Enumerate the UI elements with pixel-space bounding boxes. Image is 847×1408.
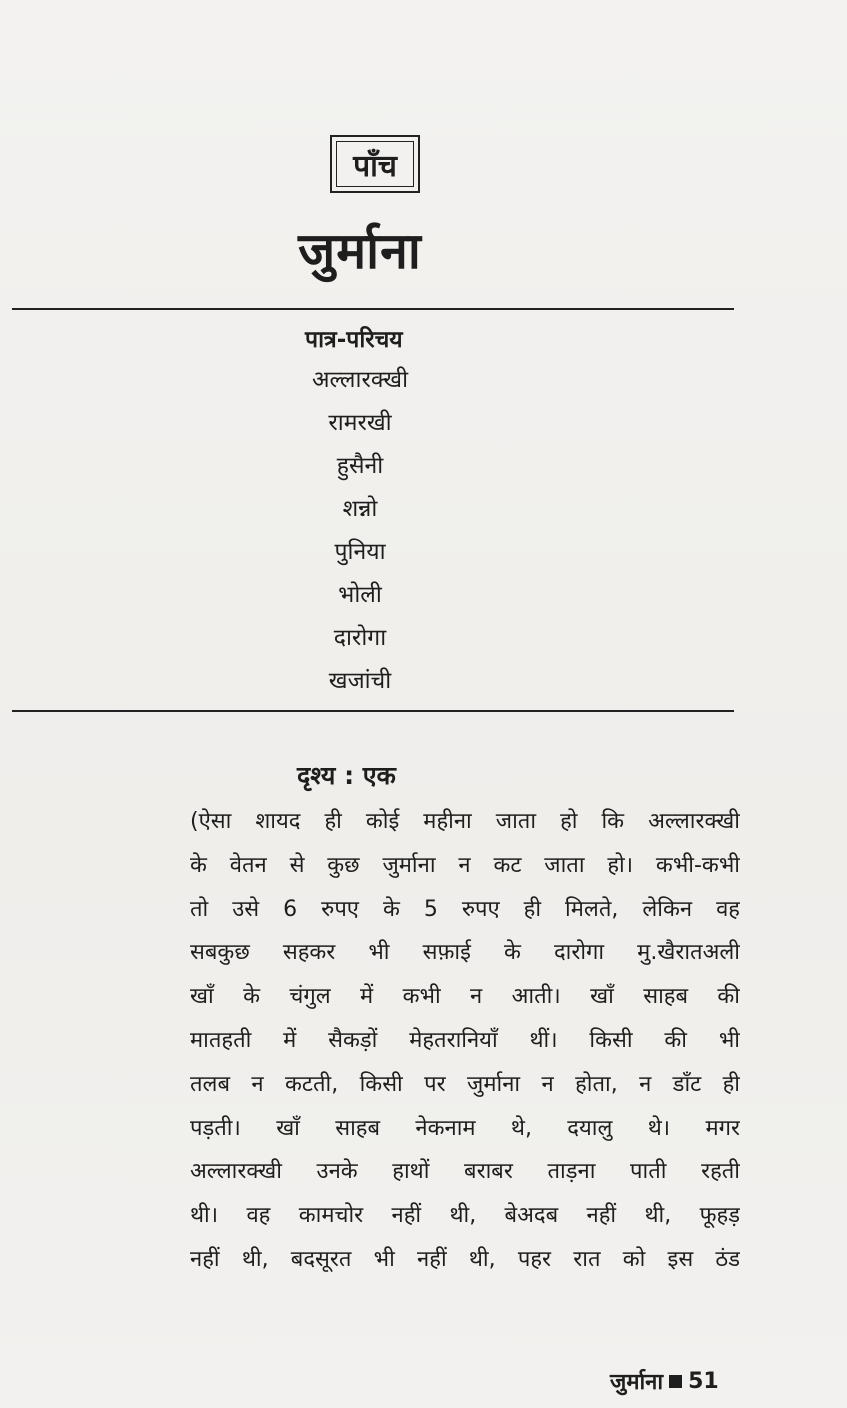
- page-footer: [610, 1366, 750, 1396]
- square-bullet-icon: [669, 1375, 682, 1388]
- chapter-number-box: [330, 135, 420, 193]
- cast-heading: पात्र-परिचय: [305, 327, 403, 353]
- cast-item: शन्नो: [342, 496, 378, 522]
- text-line: सबकुछ सहकर भी सफ़ाई के दारोगा मु.खैरातअली: [190, 940, 740, 966]
- cast-item: हुसैनी: [336, 453, 384, 479]
- text-line: अल्लारक्खी उनके हाथों बराबर ताड़ना पाती रहती: [190, 1159, 740, 1185]
- text-line: मातहती में सैकड़ों मेहतरानियाँ थीं। किसी की भी: [190, 1027, 740, 1053]
- bottom-divider: [12, 710, 734, 712]
- chapter-title: जुर्माना: [298, 222, 422, 280]
- cast-item: अल्लारक्खी: [311, 367, 409, 393]
- text-line: के वेतन से कुछ जुर्माना न कट जाता हो। कभी-कभी: [190, 852, 740, 878]
- cast-item: भोली: [338, 582, 382, 608]
- text-line: पड़ती। खाँ साहब नेकनाम थे, दयालु थे। मगर: [190, 1115, 740, 1141]
- text-line: थी। वह कामचोर नहीं थी, बेअदब नहीं थी, फूहड़: [190, 1203, 740, 1229]
- cast-list: [230, 365, 490, 709]
- text-line: खाँ के चंगुल में कभी न आती। खाँ साहब की: [190, 984, 740, 1010]
- chapter-number: पाँच: [353, 148, 397, 184]
- scene-text: [190, 800, 740, 1282]
- text-line: तो उसे 6 रुपए के 5 रुपए ही मिलते, लेकिन वह: [190, 896, 740, 922]
- cast-item: पुनिया: [334, 539, 386, 565]
- page-number: 51: [688, 1368, 719, 1394]
- text-line: नहीं थी, बदसूरत भी नहीं थी, पहर रात को इस ठंड: [190, 1246, 740, 1272]
- running-head: जुर्माना: [610, 1370, 664, 1395]
- text-line: तलब न कटती, किसी पर जुर्माना न होता, न डाँट ही: [190, 1071, 740, 1097]
- text-line: (ऐसा शायद ही कोई महीना जाता हो कि अल्लारक्खी: [190, 809, 740, 834]
- top-divider: [12, 308, 734, 310]
- cast-item: दारोगा: [333, 625, 387, 651]
- cast-item: खजांची: [328, 668, 392, 694]
- scene-heading: दृश्य : एक: [297, 761, 396, 790]
- cast-item: रामरखी: [328, 410, 392, 436]
